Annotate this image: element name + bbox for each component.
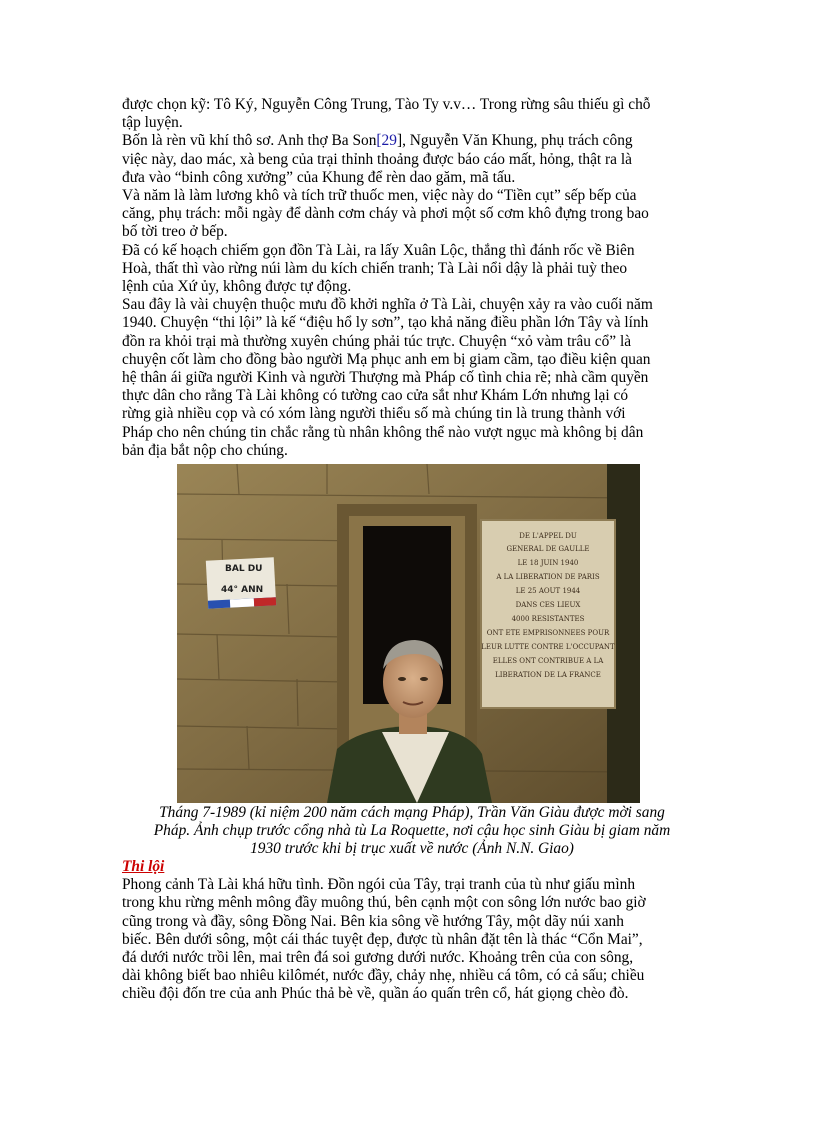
plaque-line-10: ELLES ONT CONTRIBUE A LA [492,657,604,665]
plaque-line-11: LIBERATION DE LA FRANCE [495,671,601,679]
paragraph-weapons-start: Bốn là rèn vũ khí thô sơ. Anh thợ Ba Son [122,132,377,150]
paragraph-provisions: Và năm là làm lương khô và tích trữ thuốc men, việc này do “Tiền cụt” sếp bếp của căng, phụ trách: mỗi ngày để dành cơm cháy và phơi một số cơm khô đựng trong bao bố tời treo ở bếp. [122,187,649,241]
plaque-line-7: 4000 RESISTANTES [511,615,585,623]
plaque-line-8: ONT ETE EMPRISONNEES POUR [486,629,610,637]
poster [206,557,276,608]
section-heading: Thi lội [122,858,165,875]
photo-caption: Tháng 7-1989 (kỉ niệm 200 năm cách mạng Pháp), Trần Văn Giàu được mời sang Pháp. Ảnh chụp trước cổng nhà tù La Roquette, nơi cậu học sinh Giàu bị giam năm 1930 trước khi bị trục xuất về nước (Ảnh N.N. Giao) [153,804,671,858]
plaque-line-2: GENERAL DE GAULLE [506,545,590,553]
paragraph-weapons-end: ], Nguyễn Văn Khung, phụ trách công việc này, dao mác, xà beng của trại thỉnh thoảng được báo cáo mất, hỏng, thật ra là đưa vào “binh công xưởng” của Khung để rèn dao găm, mã tấu. [122,132,633,186]
plaque-line-5: LE 25 AOUT 1944 [515,587,581,595]
paragraph-plan: Đã có kế hoạch chiếm gọn đồn Tà Lài, ra lấy Xuân Lộc, thắng thì đánh rốc về Biên Hoà, thất thì vào rừng núi làm du kích chiến tranh; Tà Lài nổi dậy là phải tuỳ theo lệnh của Xứ ủy, không được tự động. [122,241,635,296]
plaque-line-6: DANS CES LIEUX [515,601,581,609]
historical-photo [177,464,640,803]
section-thi-loi [122,858,702,1004]
section-paragraph: Phong cảnh Tà Lài khá hữu tình. Đồn ngói của Tây, trại tranh của tù như giấu mình trong khu rừng mênh mông đầy muông thú, bên cạnh một con sông lớn nước bao giờ cũng trong và đầy, sông Đồng Nai. Bên kia sông về hướng Tây, một dãy núi xanh biếc. Bên dưới sông, một cái thác tuyệt đẹp, được tù nhân đặt tên là thác “Cổn Mai”, đá dưới nước trồi lên, mai trên đá soi gương dưới nước. Khoảng trên của con sông, dài không biết bao nhiêu kilômét, nước đầy, chảy nhẹ, nhiều cá tôm, có cả sấu; chiều chiều đội đốn tre của anh Phúc thả bè về, quần áo quấn trên cổ, hát giọng chèo đò. [122,876,646,1003]
poster-line-2: 44° ANN [221,585,264,595]
commemorative-plaque [481,520,615,708]
paragraph-stories: Sau đây là vài chuyện thuộc mưu đồ khởi nghĩa ở Tà Lài, chuyện xảy ra vào cuối năm 1940. Chuyện “thi lội” là kế “điệu hổ ly sơn”, tạo khả năng điều phần lớn Tây và lính đồn ra khỏi trại mà thường xuyên chúng phải túc trực. Chuyện “xỏ vàm trâu cổ” là chuyện cốt làm cho đồng bào người Mạ phục anh em bị giam cầm, tạo điều kiện quan hệ thân ái giữa người Kinh và người Thượng mà Pháp cố tình chia rẽ; nhà cầm quyền thực dân cho rằng Tà Lài không có tường cao cửa sắt như Khám Lớn nhưng lại có rừng già nhiều cọp và có xóm làng người thiểu số mà chúng tin là trung thành với Pháp cho nên chúng tin chắc rằng tù nhân không thể nào vượt ngục mà không bị dân bản địa bắt nộp cho chúng. [122,296,653,459]
plaque-line-1: DE L'APPEL DU [519,532,577,540]
paragraph-weapons [122,132,702,187]
poster-line-1: BAL DU [225,564,263,574]
photo-illustration [177,464,640,803]
plaque-line-4: A LA LIBERATION DE PARIS [496,573,600,581]
plaque-line-3: LE 18 JUIN 1940 [517,559,579,567]
document-body [122,96,702,460]
plaque-line-9: LEUR LUTTE CONTRE L'OCCUPANT [481,643,615,651]
footnote-reference-link[interactable]: [29 [376,132,397,150]
paragraph-intro: được chọn kỹ: Tô Ký, Nguyễn Công Trung, Tào Ty v.v… Trong rừng sâu thiếu gì chỗ tập luyện. [122,96,651,132]
